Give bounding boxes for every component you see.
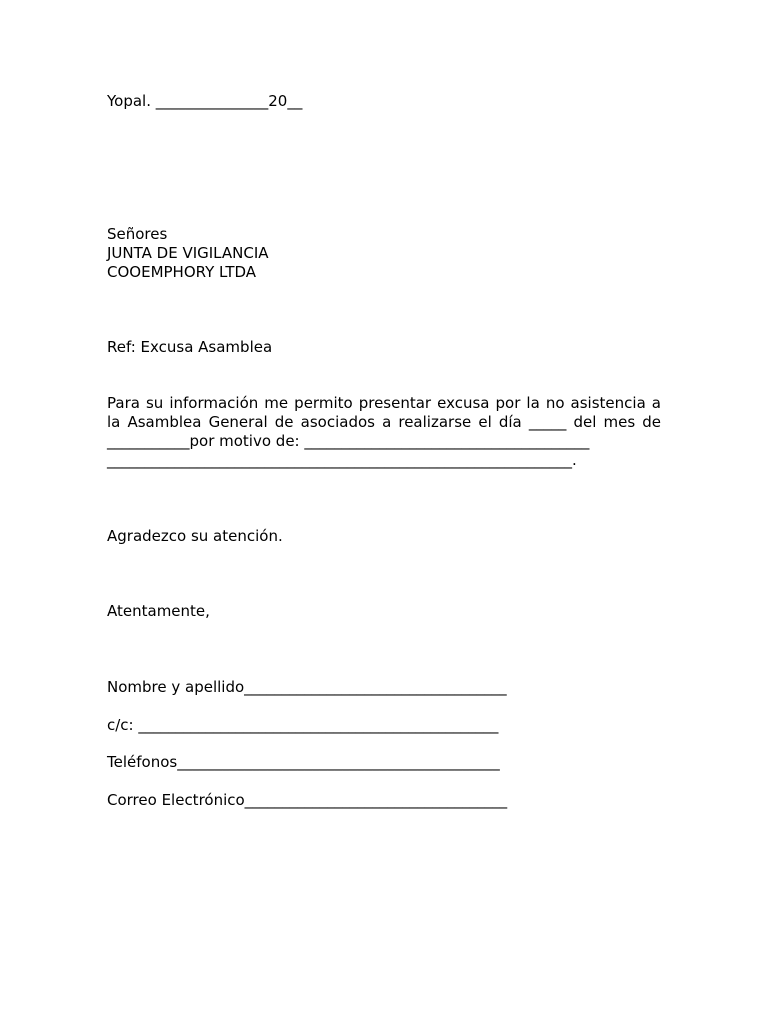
email-field: Correo Electrónico___________________________________ — [107, 791, 508, 809]
recipient-line-2: COOEMPHORY LTDA — [107, 263, 257, 281]
phones-field: Teléfonos___________________________________________ — [107, 753, 500, 771]
body-line: ___________por motivo de: ______________________________________ — [107, 432, 590, 450]
reference-line: Ref: Excusa Asamblea — [107, 338, 273, 356]
body-line: Para su información me permito presentar excusa por la no asistencia a — [107, 394, 661, 412]
body-line: ______________________________________________________________. — [107, 451, 577, 469]
id-field: c/c: ________________________________________________ — [107, 716, 499, 734]
thanks-line: Agradezco su atención. — [107, 527, 283, 545]
closing-line: Atentamente, — [107, 602, 210, 620]
recipient-line-1: JUNTA DE VIGILANCIA — [107, 244, 269, 262]
date-line: Yopal. _______________20__ — [107, 92, 303, 110]
name-field: Nombre y apellido___________________________________ — [107, 678, 507, 696]
body-paragraph — [107, 394, 661, 470]
body-line: la Asamblea General de asociados a realizarse el día _____ del mes de — [107, 413, 661, 431]
salutation: Señores — [107, 225, 168, 243]
